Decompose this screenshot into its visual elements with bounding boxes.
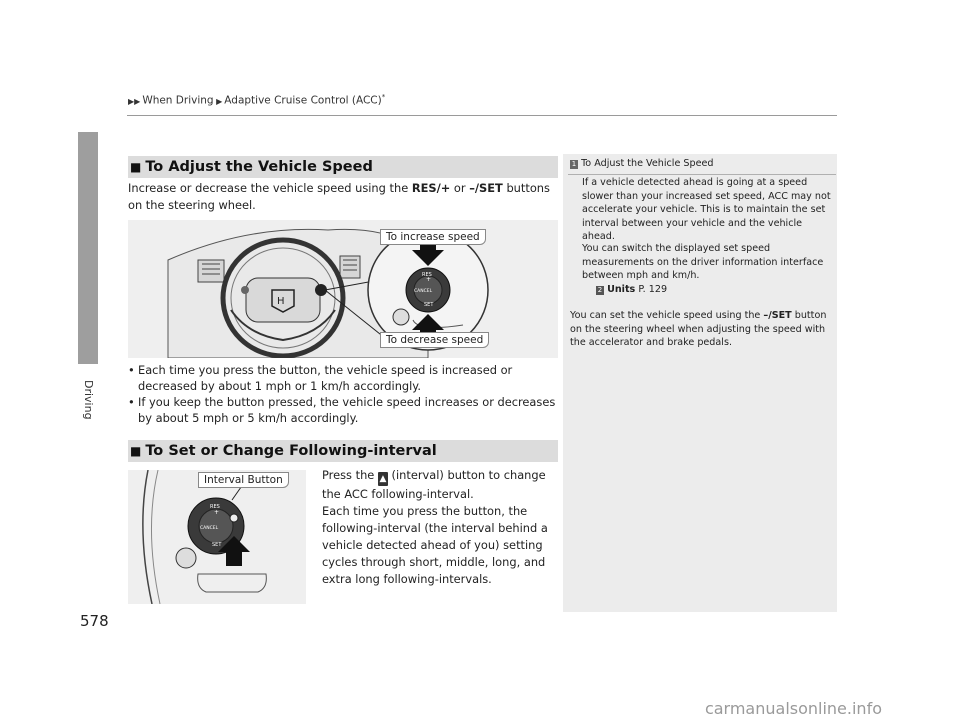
set-button-name: –/SET — [469, 181, 503, 195]
intro-paragraph — [128, 180, 560, 214]
steering-wheel-illustration — [128, 220, 558, 358]
decrease-callout: To decrease speed — [380, 332, 489, 348]
interval-paragraph — [322, 467, 560, 588]
interval-button-illustration — [128, 470, 306, 604]
note-title — [570, 158, 713, 169]
res-button-name: RES/+ — [411, 181, 451, 195]
breadcrumb-arrow-icon: ▶▶ — [128, 96, 141, 106]
breadcrumb-item[interactable]: When Driving — [142, 94, 214, 107]
note-title-text: To Adjust the Vehicle Speed — [581, 158, 714, 169]
intro-text: Increase or decrease the vehicle speed using the — [128, 181, 412, 195]
square-bullet-icon: ■ — [130, 160, 142, 174]
breadcrumb-asterisk: * — [381, 93, 386, 101]
breadcrumb — [128, 93, 385, 107]
res-label: RES — [210, 504, 220, 510]
note-rule — [568, 174, 836, 175]
plus-label: + — [426, 276, 432, 283]
reference-arrow-icon: 2 — [597, 285, 603, 294]
section-heading — [128, 156, 558, 178]
header-rule — [127, 115, 837, 116]
res-label: RES — [422, 272, 432, 278]
note-paragraph — [582, 242, 832, 296]
steering-wheel-image — [128, 220, 558, 358]
list-item: • Each time you press the button, the vehicle speed is increased or decreased by about 1 mph or 1 km/h accordingly. — [128, 362, 560, 394]
reference-label: Units — [607, 283, 636, 295]
increase-callout: To increase speed — [380, 229, 486, 245]
set-label: SET — [212, 542, 222, 548]
svg-text:H: H — [277, 296, 285, 307]
breadcrumb-item[interactable]: Adaptive Cruise Control (ACC) — [224, 94, 382, 107]
cross-reference[interactable] — [582, 284, 667, 295]
note-text: button on the steering wheel when adjusting the speed with the accelerator and brake pedals. — [570, 310, 827, 349]
section-heading — [128, 440, 558, 462]
watermark: carmanualsonline.info — [704, 699, 882, 718]
chapter-tab — [78, 132, 98, 364]
note-text: You can set the vehicle speed using the — [570, 310, 764, 321]
intro-text: or — [450, 181, 470, 195]
set-label: SET — [424, 302, 434, 308]
page-number: 578 — [80, 612, 109, 630]
cancel-label: CANCEL — [200, 526, 219, 531]
interval-callout: Interval Button — [198, 472, 289, 488]
speed-bullet-list — [128, 362, 560, 426]
interval-text: Each time you press the button, the following-interval (the interval behind a vehicle detected ahead of you) setting cycles through short, middle, long, and extra long following-intervals. — [322, 504, 548, 586]
note-paragraph: If a vehicle detected ahead is going at a speed slower than your increased set speed, ACC may not accelerate your vehicle. This is to maintain the set interval between your vehicle and the vehicle ahead. — [582, 177, 831, 243]
intro-text: buttons on the steering wheel. — [128, 181, 550, 212]
note-paragraph — [570, 309, 832, 350]
cancel-label: CANCEL — [414, 289, 433, 294]
interval-text: (interval) button to change the ACC following-interval. — [322, 468, 546, 501]
section-title: To Set or Change Following-interval — [145, 443, 437, 459]
plus-label: + — [214, 509, 220, 516]
section-title: To Adjust the Vehicle Speed — [145, 159, 373, 175]
reference-page: P. 129 — [638, 283, 668, 295]
interval-button-image — [128, 470, 306, 604]
set-button-name: –/SET — [763, 310, 792, 321]
breadcrumb-arrow-icon: ▶ — [213, 96, 223, 106]
note-marker-icon: 1 — [571, 160, 577, 168]
interval-text: Press the — [322, 468, 378, 482]
list-item: • If you keep the button pressed, the vehicle speed increases or decreases by about 5 mph or 5 km/h accordingly. — [128, 394, 560, 426]
note-text: You can switch the displayed set speed measurements on the driver information interface between mph and km/h. — [582, 243, 824, 282]
square-bullet-icon: ■ — [130, 444, 142, 458]
chapter-label: Driving — [82, 380, 95, 420]
interval-icon: ▲ — [379, 474, 387, 484]
